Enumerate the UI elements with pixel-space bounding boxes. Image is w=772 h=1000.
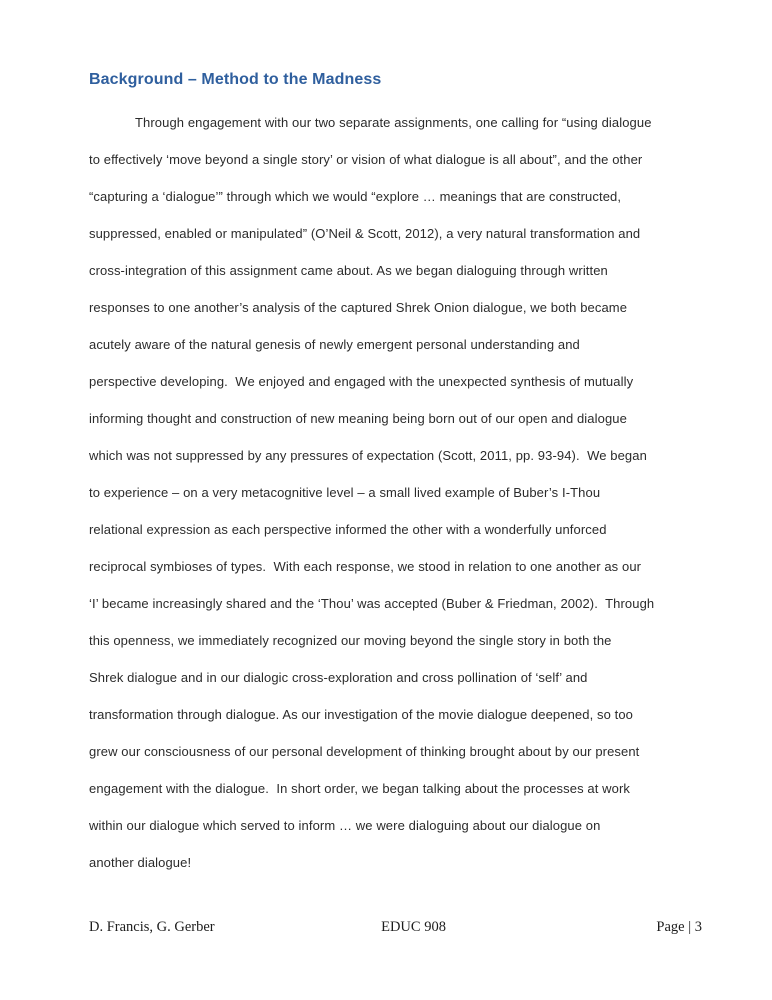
paragraph-line: responses to one another’s analysis of the captured Shrek Onion dialogue, we both became xyxy=(89,300,628,315)
footer-authors: D. Francis, G. Gerber xyxy=(89,919,215,935)
paragraph-line: acutely aware of the natural genesis of newly emergent personal understanding and xyxy=(89,337,580,352)
paragraph-line: another dialogue! xyxy=(89,855,192,870)
paragraph-line: grew our consciousness of our personal development of thinking brought about by our present xyxy=(89,744,640,759)
body-paragraph xyxy=(89,104,684,881)
paragraph-line: relational expression as each perspective informed the other with a wonderfully unforced xyxy=(89,522,607,537)
paragraph-line: informing thought and construction of new meaning being born out of our open and dialogue xyxy=(89,411,627,426)
paragraph-line: reciprocal symbioses of types. With each response, we stood in relation to one another as our xyxy=(89,559,642,574)
page-footer xyxy=(89,919,702,936)
paragraph-line: cross-integration of this assignment came about. As we began dialoguing through written xyxy=(89,263,608,278)
paragraph-line: Through engagement with our two separate assignments, one calling for “using dialogue xyxy=(135,115,652,130)
paragraph-line: which was not suppressed by any pressures of expectation (Scott, 2011, pp. 93-94). We began xyxy=(89,448,647,463)
paragraph-line: ‘I’ became increasingly shared and the ‘Thou’ was accepted (Buber & Friedman, 2002). Through xyxy=(89,596,655,611)
paragraph-line: “capturing a ‘dialogue’” through which we would “explore … meanings that are constructed, xyxy=(89,189,622,204)
footer-page-number: Page | 3 xyxy=(656,919,702,935)
paragraph-line: within our dialogue which served to inform … we were dialoguing about our dialogue on xyxy=(89,818,601,833)
paragraph-line: transformation through dialogue. As our investigation of the movie dialogue deepened, so too xyxy=(89,707,634,722)
paragraph-line: to experience – on a very metacognitive level – a small lived example of Buber’s I-Thou xyxy=(89,485,601,500)
footer-course-code: EDUC 908 xyxy=(381,919,446,935)
paragraph-line: this openness, we immediately recognized our moving beyond the single story in both the xyxy=(89,633,612,648)
paragraph-line: Shrek dialogue and in our dialogic cross-exploration and cross pollination of ‘self’ and xyxy=(89,670,588,685)
paragraph-line: suppressed, enabled or manipulated” (O’Neil & Scott, 2012), a very natural transformation and xyxy=(89,226,641,241)
paragraph-line: engagement with the dialogue. In short order, we began talking about the processes at work xyxy=(89,781,630,796)
paragraph-line: to effectively ‘move beyond a single story’ or vision of what dialogue is all about”, and the other xyxy=(89,152,643,167)
section-heading: Background – Method to the Madness xyxy=(89,71,382,88)
paragraph-line: perspective developing. We enjoyed and engaged with the unexpected synthesis of mutually xyxy=(89,374,634,389)
